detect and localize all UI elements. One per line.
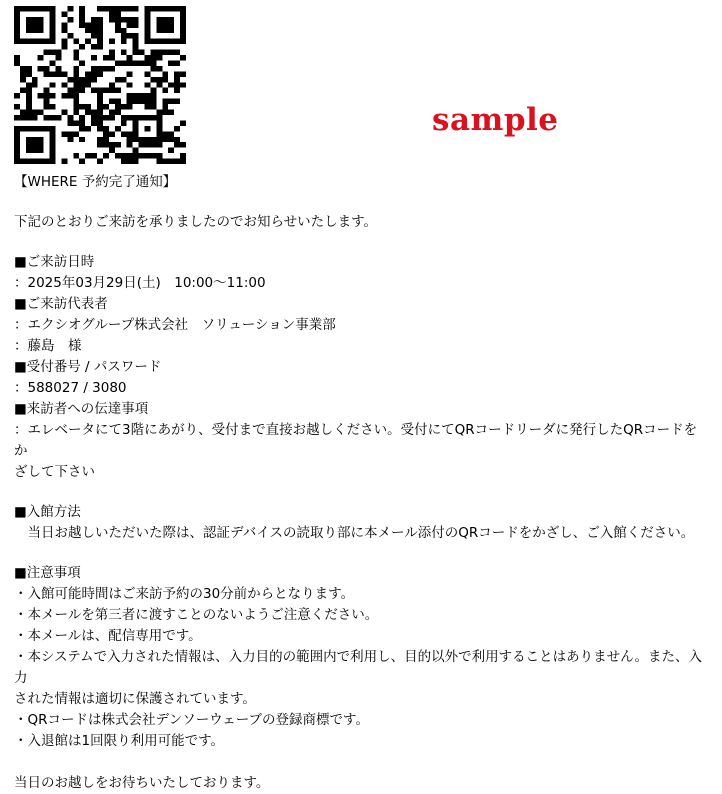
section-line-visitor-name: ：藤島 様 xyxy=(14,338,82,354)
section-heading-notes: ■注意事項 xyxy=(14,565,81,581)
section-line-visit-datetime: ：2025年03月29日(土) 10:00〜11:00 xyxy=(14,275,266,291)
document-body xyxy=(14,172,708,794)
document-intro: 下記のとおりご来訪を承りましたのでお知らせいたします。 xyxy=(14,214,378,230)
section-heading-message: ■来訪者への伝達事項 xyxy=(14,401,149,417)
section-line-reception-number: ：588027 / 3080 xyxy=(14,380,127,396)
section-heading-visitor-rep: ■ご来訪代表者 xyxy=(14,296,108,312)
note-line-3: ・本メールは、配信専用です。 xyxy=(14,628,202,644)
note-line-5: された情報は適切に保護されています。 xyxy=(14,691,256,707)
document-closing: 当日のお越しをお待ちいたしております。 xyxy=(14,775,270,791)
note-line-2: ・本メールを第三者に渡すことのないようご注意ください。 xyxy=(14,607,379,623)
sample-watermark: sample xyxy=(432,102,559,138)
note-line-7: ・入退館は1回限り利用可能です。 xyxy=(14,733,225,749)
note-line-1: ・入館可能時間はご来訪予約の30分前からとなります。 xyxy=(14,586,355,602)
document-title: 【WHERE 予約完了通知】 xyxy=(14,174,177,190)
section-line-message-1: ：エレベータにて3階にあがり、受付まで直接お越しください。受付にてQRコードリーダに発行したQRコードをか xyxy=(14,422,698,459)
qr-code-canvas xyxy=(14,6,186,164)
section-heading-entry-method: ■入館方法 xyxy=(14,504,81,520)
note-line-6: ・QRコードは株式会社デンソーウェーブの登録商標です。 xyxy=(14,712,369,728)
note-line-4: ・本システムで入力された情報は、入力目的の範囲内で利用し、目的以外で利用することはありません。また、入力 xyxy=(14,649,702,686)
section-line-visitor-company: ：エクシオグループ株式会社 ソリューション事業部 xyxy=(14,317,336,333)
section-line-entry-method: 当日お越しいただいた際は、認証デバイスの読取り部に本メール添付のQRコードをかざし、ご入館ください。 xyxy=(14,525,695,541)
section-line-message-2: ざして下さい xyxy=(14,464,95,480)
section-heading-reception-number: ■受付番号 / パスワード xyxy=(14,359,162,375)
section-heading-visit-datetime: ■ご来訪日時 xyxy=(14,254,95,270)
qr-code xyxy=(14,6,186,164)
